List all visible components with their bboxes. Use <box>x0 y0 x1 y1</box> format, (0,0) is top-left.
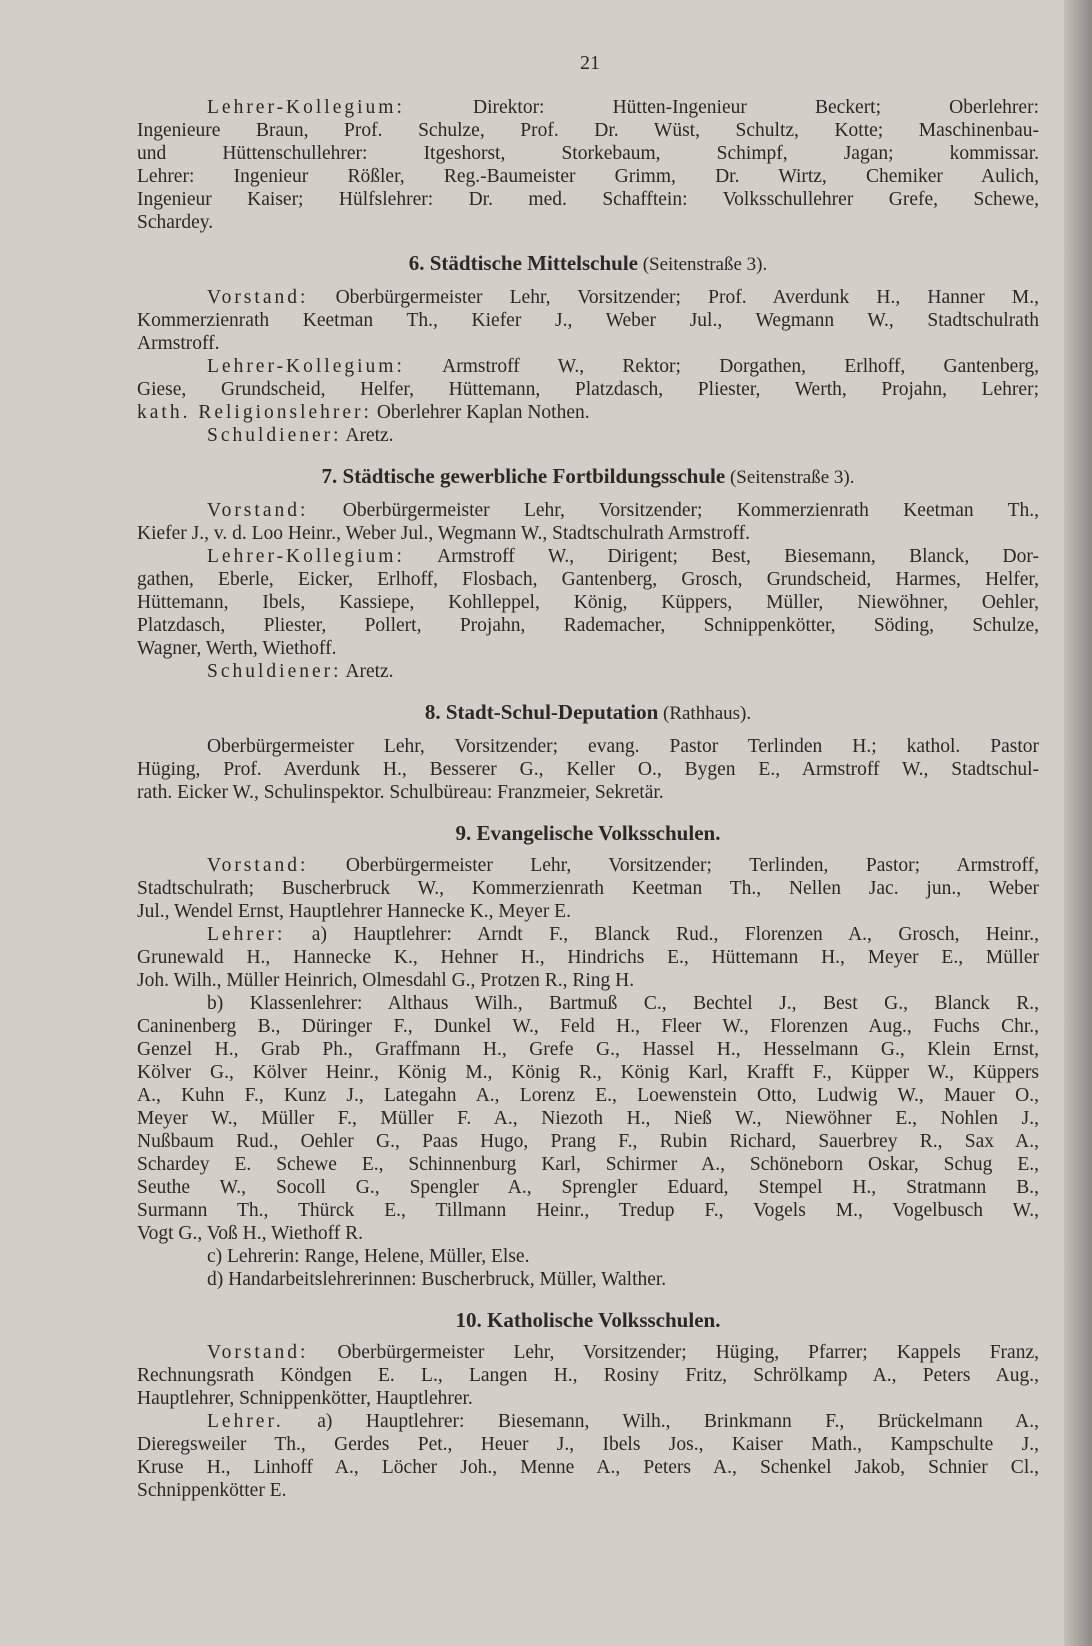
text-line <box>137 96 1039 119</box>
paragraph <box>137 96 1039 234</box>
spaced-label: Lehrer-Kollegium: <box>207 546 405 567</box>
line-text: rath. Eicker W., Schulinspektor. Schulbüreau: Franzmeier, Sekretär. <box>137 782 664 803</box>
text-line <box>137 286 1039 309</box>
paragraph <box>137 286 1039 355</box>
text-line <box>137 1364 1039 1387</box>
spaced-label: Lehrer-Kollegium: <box>207 97 405 118</box>
spaced-label: Schuldiener: <box>207 425 342 446</box>
paragraph <box>137 1245 1039 1268</box>
section-title: 8. Stadt-Schul-Deputation <box>424 700 659 724</box>
text-line <box>137 735 1039 758</box>
text-line <box>137 165 1039 188</box>
line-text: Kommerzienrath Keetman Th., Kiefer J., Weber Jul., Wegmann W., Stadtschulrath <box>137 310 1039 331</box>
section-title: 9. Evangelische Volksschulen. <box>455 821 721 845</box>
line-text: Platzdasch, Pliester, Pollert, Projahn, Rademacher, Schnippenkötter, Söding, Schulze, <box>137 615 1039 636</box>
text-line <box>137 923 1039 946</box>
paragraph <box>137 499 1039 545</box>
text-line <box>137 1084 1039 1107</box>
text-line <box>137 309 1039 332</box>
text-line <box>137 1433 1039 1456</box>
text-line <box>137 1387 1039 1410</box>
section-title: 6. Städtische Mittelschule <box>408 251 638 275</box>
text-line <box>137 660 1039 683</box>
paragraph <box>137 545 1039 660</box>
paragraph <box>137 923 1039 992</box>
paragraph <box>137 424 1039 447</box>
spaced-label: Schuldiener: <box>207 661 342 682</box>
paragraph <box>137 992 1039 1245</box>
line-text: Rechnungsrath Köndgen E. L., Langen H., Rosiny Fritz, Schrölkamp A., Peters Aug., <box>137 1365 1039 1386</box>
spaced-label: Vorstand: <box>207 500 309 521</box>
text-line <box>137 1130 1039 1153</box>
section <box>137 818 1039 1291</box>
text-line <box>137 424 1039 447</box>
line-text: Joh. Wilh., Müller Heinrich, Olmesdahl G., Protzen R., Ring H. <box>137 970 635 991</box>
line-text: Surmann Th., Thürck E., Tillmann Heinr., Tredup F., Vogels M., Vogelbusch W., <box>137 1200 1039 1221</box>
line-text: Kruse H., Linhoff A., Löcher Joh., Menne A., Peters A., Schenkel Jakob, Schnier Cl., <box>137 1457 1039 1478</box>
text-line <box>137 1199 1039 1222</box>
spaced-label: kath. Religionslehrer: <box>137 402 372 423</box>
spaced-label: Lehrer. <box>207 1411 284 1432</box>
text-line <box>137 781 1039 804</box>
line-text: Hüging, Prof. Averdunk H., Besserer G., Keller O., Bygen E., Armstroff W., Stadtschul- <box>137 759 1039 780</box>
line-text: a) Hauptlehrer: Arndt F., Blanck Rud., Florenzen A., Grosch, Heinr., <box>285 924 1039 945</box>
text-line <box>137 1176 1039 1199</box>
line-text: b) Klassenlehrer: Althaus Wilh., Bartmuß C., Bechtel J., Best G., Blanck R., <box>207 993 1039 1014</box>
line-text: Jul., Wendel Ernst, Hauptlehrer Hannecke K., Meyer E. <box>137 901 571 922</box>
text-line <box>137 142 1039 165</box>
line-text: Oberlehrer Kaplan Nothen. <box>371 402 590 423</box>
section <box>137 96 1039 234</box>
text-line <box>137 1015 1039 1038</box>
section-title: 10. Katholische Volksschulen. <box>455 1308 721 1332</box>
text-line <box>137 499 1039 522</box>
text-line <box>137 332 1039 355</box>
line-text: Ingenieur Kaiser; Hülfslehrer: Dr. med. Schafftein: Volksschullehrer Grefe, Schewe, <box>137 189 1039 210</box>
line-text: Kölver G., Kölver Heinr., König M., König R., König Karl, Krafft F., Küpper W., Küppers <box>137 1062 1039 1083</box>
line-text: Grunewald H., Hannecke K., Hehner H., Hindrichs E., Hüttemann H., Meyer E., Müller <box>137 947 1039 968</box>
text-line <box>137 969 1039 992</box>
section-location: (Seitenstraße 3). <box>637 254 768 275</box>
text-line <box>137 758 1039 781</box>
spaced-label: Vorstand: <box>207 855 309 876</box>
text-line <box>137 1038 1039 1061</box>
text-line <box>137 1061 1039 1084</box>
line-text: Seuthe W., Socoll G., Spengler A., Sprengler Eduard, Stempel H., Stratmann B., <box>137 1177 1039 1198</box>
text-line <box>137 378 1039 401</box>
text-line <box>137 900 1039 923</box>
text-line <box>137 1245 1039 1268</box>
spaced-label: Lehrer-Kollegium: <box>207 356 405 377</box>
document-body <box>137 96 1039 1502</box>
line-text: c) Lehrerin: Range, Helene, Müller, Else. <box>207 1246 530 1267</box>
text-line <box>137 854 1039 877</box>
line-text: Aretz. <box>341 661 394 682</box>
text-line <box>137 522 1039 545</box>
section-location: (Seitenstraße 3). <box>725 467 855 488</box>
section <box>137 461 1039 683</box>
line-text: Armstroff. <box>137 333 220 354</box>
paragraph <box>137 355 1039 424</box>
line-text: a) Hauptlehrer: Biesemann, Wilh., Brinkmann F., Brückelmann A., <box>283 1411 1039 1432</box>
line-text: Caninenberg B., Düringer F., Dunkel W., Feld H., Fleer W., Florenzen Aug., Fuchs Chr., <box>137 1016 1039 1037</box>
line-text: Lehrer: Ingenieur Rößler, Reg.-Baumeister Grimm, Dr. Wirtz, Chemiker Aulich, <box>137 166 1039 187</box>
spaced-label: Vorstand: <box>207 1342 309 1363</box>
paragraph <box>137 1341 1039 1410</box>
text-line <box>137 568 1039 591</box>
line-text: Oberbürgermeister Lehr, Vorsitzender; evang. Pastor Terlinden H.; kathol. Pastor <box>207 736 1039 757</box>
text-line <box>137 355 1039 378</box>
text-line <box>137 401 1039 424</box>
text-line <box>137 119 1039 142</box>
section <box>137 248 1039 447</box>
line-text: Genzel H., Grab Ph., Graffmann H., Grefe G., Hassel H., Hesselmann G., Klein Ernst, <box>137 1039 1039 1060</box>
line-text: Schnippenkötter E. <box>137 1480 287 1501</box>
line-text: Nußbaum Rud., Oehler G., Paas Hugo, Prang F., Rubin Richard, Sauerbrey R., Sax A., <box>137 1131 1039 1152</box>
line-text: Direktor: Hütten-Ingenieur Beckert; Oberlehrer: <box>404 97 1039 118</box>
paragraph <box>137 854 1039 923</box>
paragraph <box>137 660 1039 683</box>
line-text: Oberbürgermeister Lehr, Vorsitzender; Kommerzienrath Keetman Th., <box>308 500 1039 521</box>
text-line <box>137 1479 1039 1502</box>
line-text: Schardey E. Schewe E., Schinnenburg Karl, Schirmer A., Schöneborn Oskar, Schug E., <box>137 1154 1039 1175</box>
text-line <box>137 1410 1039 1433</box>
section <box>137 1305 1039 1502</box>
text-line <box>137 188 1039 211</box>
line-text: Aretz. <box>341 425 394 446</box>
scan-page-edge <box>1064 0 1092 1646</box>
line-text: Hauptlehrer, Schnippenkötter, Hauptlehrer. <box>137 1388 473 1409</box>
paragraph <box>137 735 1039 804</box>
line-text: Wagner, Werth, Wiethoff. <box>137 638 337 659</box>
section-heading <box>137 697 1039 729</box>
section-heading <box>137 1305 1039 1335</box>
spaced-label: Lehrer: <box>207 924 286 945</box>
section-location: (Rathhaus). <box>658 703 752 724</box>
text-line <box>137 1222 1039 1245</box>
line-text: Meyer W., Müller F., Müller F. A., Niezoth H., Nieß W., Niewöhner E., Nohlen J., <box>137 1108 1039 1129</box>
text-line <box>137 1107 1039 1130</box>
text-line <box>137 614 1039 637</box>
text-line <box>137 591 1039 614</box>
text-line <box>137 211 1039 234</box>
line-text: Oberbürgermeister Lehr, Vorsitzender; Hüging, Pfarrer; Kappels Franz, <box>308 1342 1039 1363</box>
spaced-label: Vorstand: <box>207 287 309 308</box>
line-text: Ingenieure Braun, Prof. Schulze, Prof. Dr. Wüst, Schultz, Kotte; Maschinenbau- <box>137 120 1039 141</box>
line-text: Kiefer J., v. d. Loo Heinr., Weber Jul., Wegmann W., Stadtschulrath Armstroff. <box>137 523 751 544</box>
line-text: Oberbürgermeister Lehr, Vorsitzender; Terlinden, Pastor; Armstroff, <box>308 855 1039 876</box>
line-text: Oberbürgermeister Lehr, Vorsitzender; Prof. Averdunk H., Hanner M., <box>308 287 1039 308</box>
line-text: und Hüttenschullehrer: Itgeshorst, Storkebaum, Schimpf, Jagan; kommissar. <box>137 143 1039 164</box>
text-line <box>137 1153 1039 1176</box>
section <box>137 697 1039 804</box>
text-line <box>137 1268 1039 1291</box>
line-text: Vogt G., Voß H., Wiethoff R. <box>137 1223 364 1244</box>
section-title: 7. Städtische gewerbliche Fortbildungsschule <box>321 464 726 488</box>
text-line <box>137 992 1039 1015</box>
section-heading <box>137 248 1039 280</box>
paragraph <box>137 1268 1039 1291</box>
text-line <box>137 545 1039 568</box>
line-text: Armstroff W., Rektor; Dorgathen, Erlhoff, Gantenberg, <box>404 356 1039 377</box>
text-line <box>137 637 1039 660</box>
line-text: Giese, Grundscheid, Helfer, Hüttemann, Platzdasch, Pliester, Werth, Projahn, Lehrer; <box>137 379 1039 400</box>
text-line <box>137 946 1039 969</box>
text-line <box>137 1456 1039 1479</box>
section-heading <box>137 461 1039 493</box>
text-line <box>137 877 1039 900</box>
line-text: Dieregsweiler Th., Gerdes Pet., Heuer J., Ibels Jos., Kaiser Math., Kampschulte J., <box>137 1434 1039 1455</box>
line-text: d) Handarbeitslehrerinnen: Buscherbruck, Müller, Walther. <box>207 1269 667 1290</box>
page-number: 21 <box>580 52 600 74</box>
line-text: Schardey. <box>137 212 214 233</box>
line-text: Armstroff W., Dirigent; Best, Biesemann, Blanck, Dor- <box>404 546 1039 567</box>
line-text: A., Kuhn F., Kunz J., Lategahn A., Lorenz E., Loewenstein Otto, Ludwig W., Mauer O., <box>137 1085 1039 1106</box>
section-heading <box>137 818 1039 848</box>
text-line <box>137 1341 1039 1364</box>
line-text: Stadtschulrath; Buscherbruck W., Kommerzienrath Keetman Th., Nellen Jac. jun., Weber <box>137 878 1039 899</box>
line-text: gathen, Eberle, Eicker, Erlhoff, Flosbach, Gantenberg, Grosch, Grundscheid, Harmes, Helfer, <box>137 569 1039 590</box>
paragraph <box>137 1410 1039 1502</box>
line-text: Hüttemann, Ibels, Kassiepe, Kohlleppel, König, Küppers, Müller, Niewöhner, Oehler, <box>137 592 1039 613</box>
